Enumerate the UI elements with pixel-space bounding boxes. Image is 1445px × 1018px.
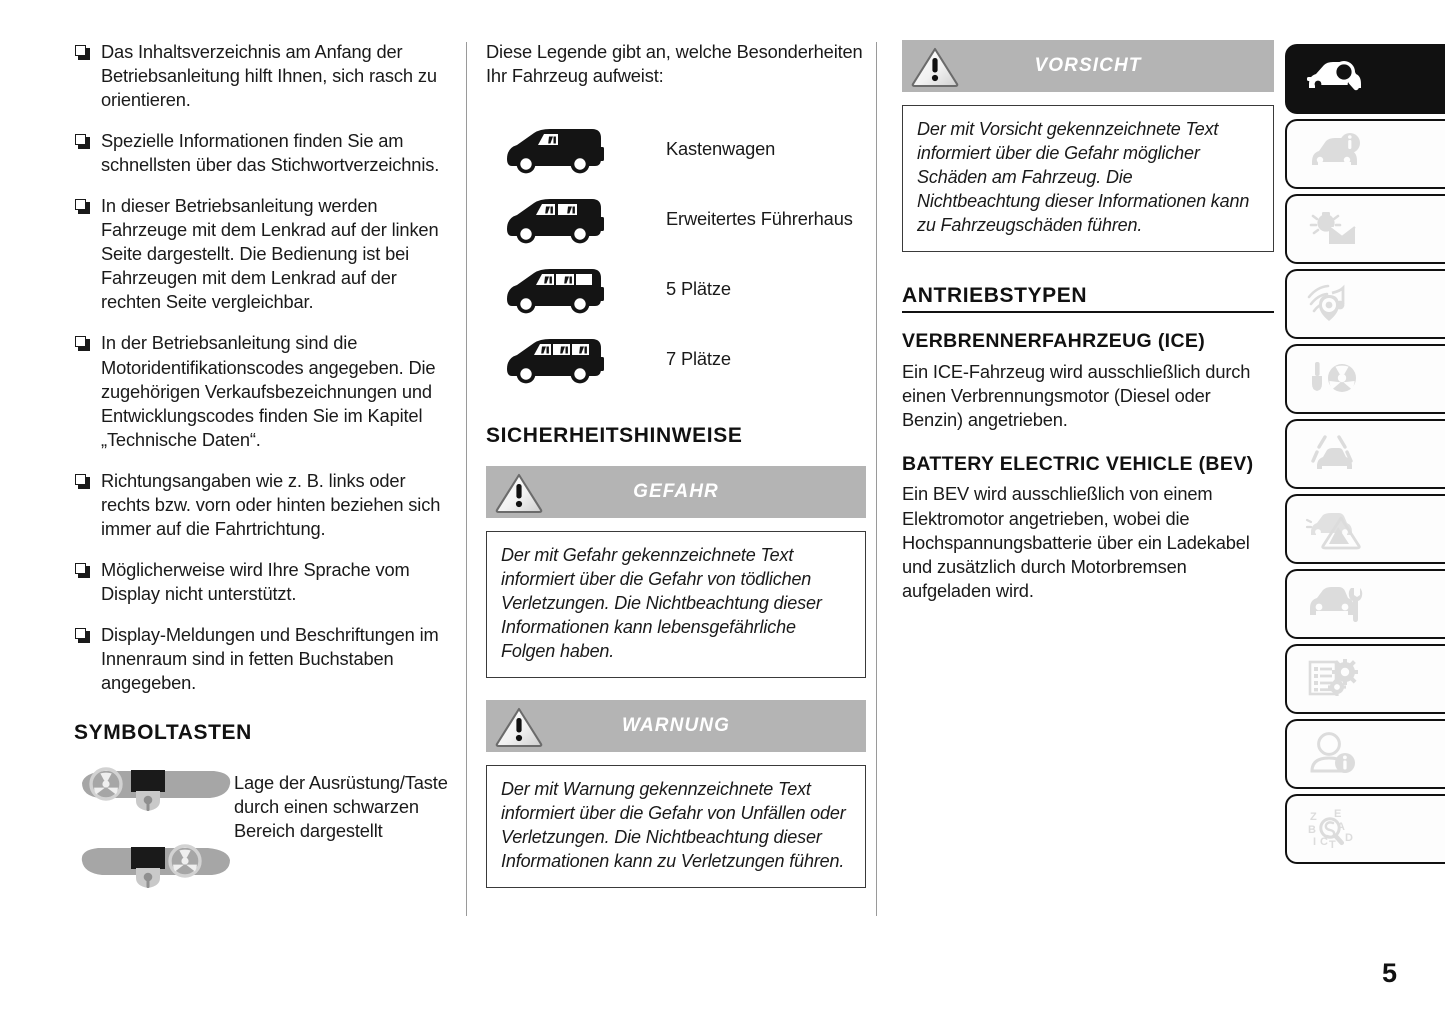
callout-vorsicht-title: VORSICHT [1034,55,1142,76]
square-bullet-icon [75,199,88,212]
bev-subheading: BATTERY ELECTRIC VEHICLE (BEV) [902,452,1254,475]
car-magnifier-icon [1305,54,1363,105]
intro-bullet-text: Spezielle Informationen finden Sie am schnellsten über das Stichwortverzeichnis. [101,130,440,176]
ice-subheading: VERBRENNERFAHRZEUG (ICE) [902,329,1206,352]
legend-vehicle-icon [486,261,666,317]
callout-warnung-title: WARNUNG [622,714,730,736]
legend-vehicle-label: Erweitertes Führerhaus [666,208,853,230]
steering-wheel-right-icon [74,844,234,902]
svg-text:I: I [1313,835,1317,848]
chapter-tab-3[interactable] [1285,194,1445,264]
square-bullet-icon [75,628,88,641]
callout-warnung [486,700,866,888]
safety-notices-heading: SICHERHEITSHINWEISE [486,424,743,448]
middle-column [486,40,866,888]
intro-bullet-text: Richtungsangaben wie z. B. links oder rechts bzw. vorn oder hinten beziehen sich immer auf die Fahrtrichtung. [101,469,441,539]
callout-gefahr-title: GEFAHR [633,481,719,503]
chapter-tab-8[interactable] [1285,569,1445,639]
warning-triangle-icon [494,472,544,519]
square-bullet-icon [75,336,88,349]
symbol-keys-description: Lage der Ausrüstung/Taste durch einen schwarzen Bereich dargestellt [234,772,448,842]
svg-text:B: B [1308,823,1316,836]
legend-row [486,114,866,184]
svg-text:C: C [1320,835,1328,848]
van-5-seats-icon [500,261,612,317]
chapter-tab-6[interactable] [1285,419,1445,489]
chapter-tab-4[interactable] [1285,269,1445,339]
callout-warnung-header [486,700,866,752]
intro-bullet-text: In dieser Betriebsanleitung werden Fahrzeuge mit dem Lenkrad auf der linken Seite dargestellt. Die Bedienung ist bei Fahrzeugen mit dem Lenkrad auf der rechten Seite vergleichbar. [101,195,439,313]
callout-vorsicht [902,40,1274,252]
ignition-steering-wheel-icon [1305,354,1363,405]
square-bullet-icon [75,563,88,576]
intro-bullet-item [74,40,456,112]
legend-row [486,254,866,324]
svg-text:Z: Z [1310,810,1317,823]
emergency-breakdown-icon [1305,504,1363,555]
callout-vorsicht-body: Der mit Vorsicht gekennzeichnete Text informiert über die Gefahr möglicher Schäden am Fahrzeug. Die Nichtbeachtung dieser Informationen kann zu Fahrzeugschäden führen. [902,105,1274,252]
chapter-tab-1[interactable] [1285,44,1445,114]
van-panel-icon [500,121,612,177]
legend-vehicle-label: 7 Plätze [666,348,731,370]
drive-types-heading: ANTRIEBSTYPEN [902,284,1274,313]
van-crew-cab-icon [500,191,612,247]
chapter-tab-rail[interactable] [1285,44,1445,869]
intro-bullet-item [74,331,456,451]
intro-bullet-item [74,129,456,177]
ice-body: Ein ICE-Fahrzeug wird ausschließlich durch einen Verbrennungsmotor (Diesel oder Benzin) angetrieben. [902,360,1251,430]
svg-text:A: A [1337,820,1345,833]
steering-wheel-left-icon [74,767,234,825]
legend-vehicle-label: 5 Plätze [666,278,731,300]
legend-row [486,184,866,254]
callout-warnung-body: Der mit Warnung gekennzeichnete Text informiert über die Gefahr von Unfällen oder Verletzungen. Die Nichtbeachtung dieser Informationen kann zu Verletzungen führen. [486,765,866,888]
chapter-tab-2[interactable] [1285,119,1445,189]
legend-vehicle-label: Kastenwagen [666,138,776,160]
warning-triangle-icon [494,706,544,753]
alphabetical-index-icon [1305,804,1363,855]
van-7-seats-icon [500,331,612,387]
car-info-icon [1305,129,1363,180]
bev-body: Ein BEV wird ausschließlich von einem Elektromotor angetrieben, wobei die Hochspannungsbatterie über ein Ladekabel und zusätzlich durch Motorbremsen aufgeladen wird. [902,483,1250,601]
legend-vehicle-icon [486,191,666,247]
square-bullet-icon [75,474,88,487]
symbol-keys-heading: SYMBOLTASTEN [74,721,252,745]
callout-gefahr-header [486,466,866,518]
lane-assist-car-icon [1305,429,1363,480]
symbol-keys-icons [74,767,234,907]
intro-bullet-text: Das Inhaltsverzeichnis am Anfang der Betriebsanleitung hilft Ihnen, sich rasch zu orientieren. [101,41,437,111]
intro-bullet-text: In der Betriebsanleitung sind die Motoridentifikationscodes angegeben. Die zugehörigen Verkaufsbezeichnungen und Entwicklungscodes finden Sie im Kapitel „Technische Daten“. [101,332,436,450]
callout-gefahr-body: Der mit Gefahr gekennzeichnete Text informiert über die Gefahr von tödlichen Verletzungen. Die Nichtbeachtung dieser Informationen kann lebensgefährliche Folgen haben. [486,531,866,678]
chapter-tab-5[interactable] [1285,344,1445,414]
chapter-tab-11[interactable] [1285,794,1445,864]
intro-bullet-item [74,623,456,695]
left-column [74,40,456,907]
intro-bullet-list [74,40,456,695]
legend-vehicle-icon [486,331,666,387]
legend-intro-text: Diese Legende gibt an, welche Besonderheiten Ihr Fahrzeug aufweist: [486,41,863,87]
technical-data-gears-icon [1305,654,1363,705]
square-bullet-icon [75,134,88,147]
column-divider-2 [876,42,877,916]
legend-row [486,324,866,394]
intro-bullet-text: Display-Meldungen und Beschriftungen im Innenraum sind in fetten Buchstaben angegeben. [101,623,439,694]
chapter-tab-10[interactable] [1285,719,1445,789]
callout-vorsicht-header [902,40,1274,92]
intro-bullet-text: Möglicherweise wird Ihre Sprache vom Display nicht unterstützt. [101,558,410,604]
customer-info-person-icon [1305,729,1363,780]
svg-text:E: E [1334,807,1342,820]
page-number: 5 [1382,958,1398,988]
warning-light-mail-icon [1305,204,1363,255]
column-divider-1 [466,42,467,916]
car-service-wrench-icon [1305,579,1363,630]
intro-bullet-item [74,469,456,541]
callout-gefahr [486,466,866,678]
svg-text:D: D [1345,831,1353,844]
legend-vehicle-icon [486,121,666,177]
warning-triangle-icon [910,46,960,93]
infotainment-navigation-icon [1305,279,1363,330]
intro-bullet-item [74,194,456,314]
vehicle-legend-table [486,114,866,394]
symbol-keys-block [74,767,456,907]
chapter-tab-9[interactable] [1285,644,1445,714]
chapter-tab-7[interactable] [1285,494,1445,564]
svg-text:T: T [1329,838,1336,850]
square-bullet-icon [75,45,88,58]
intro-bullet-item [74,558,456,606]
right-column [902,40,1274,603]
